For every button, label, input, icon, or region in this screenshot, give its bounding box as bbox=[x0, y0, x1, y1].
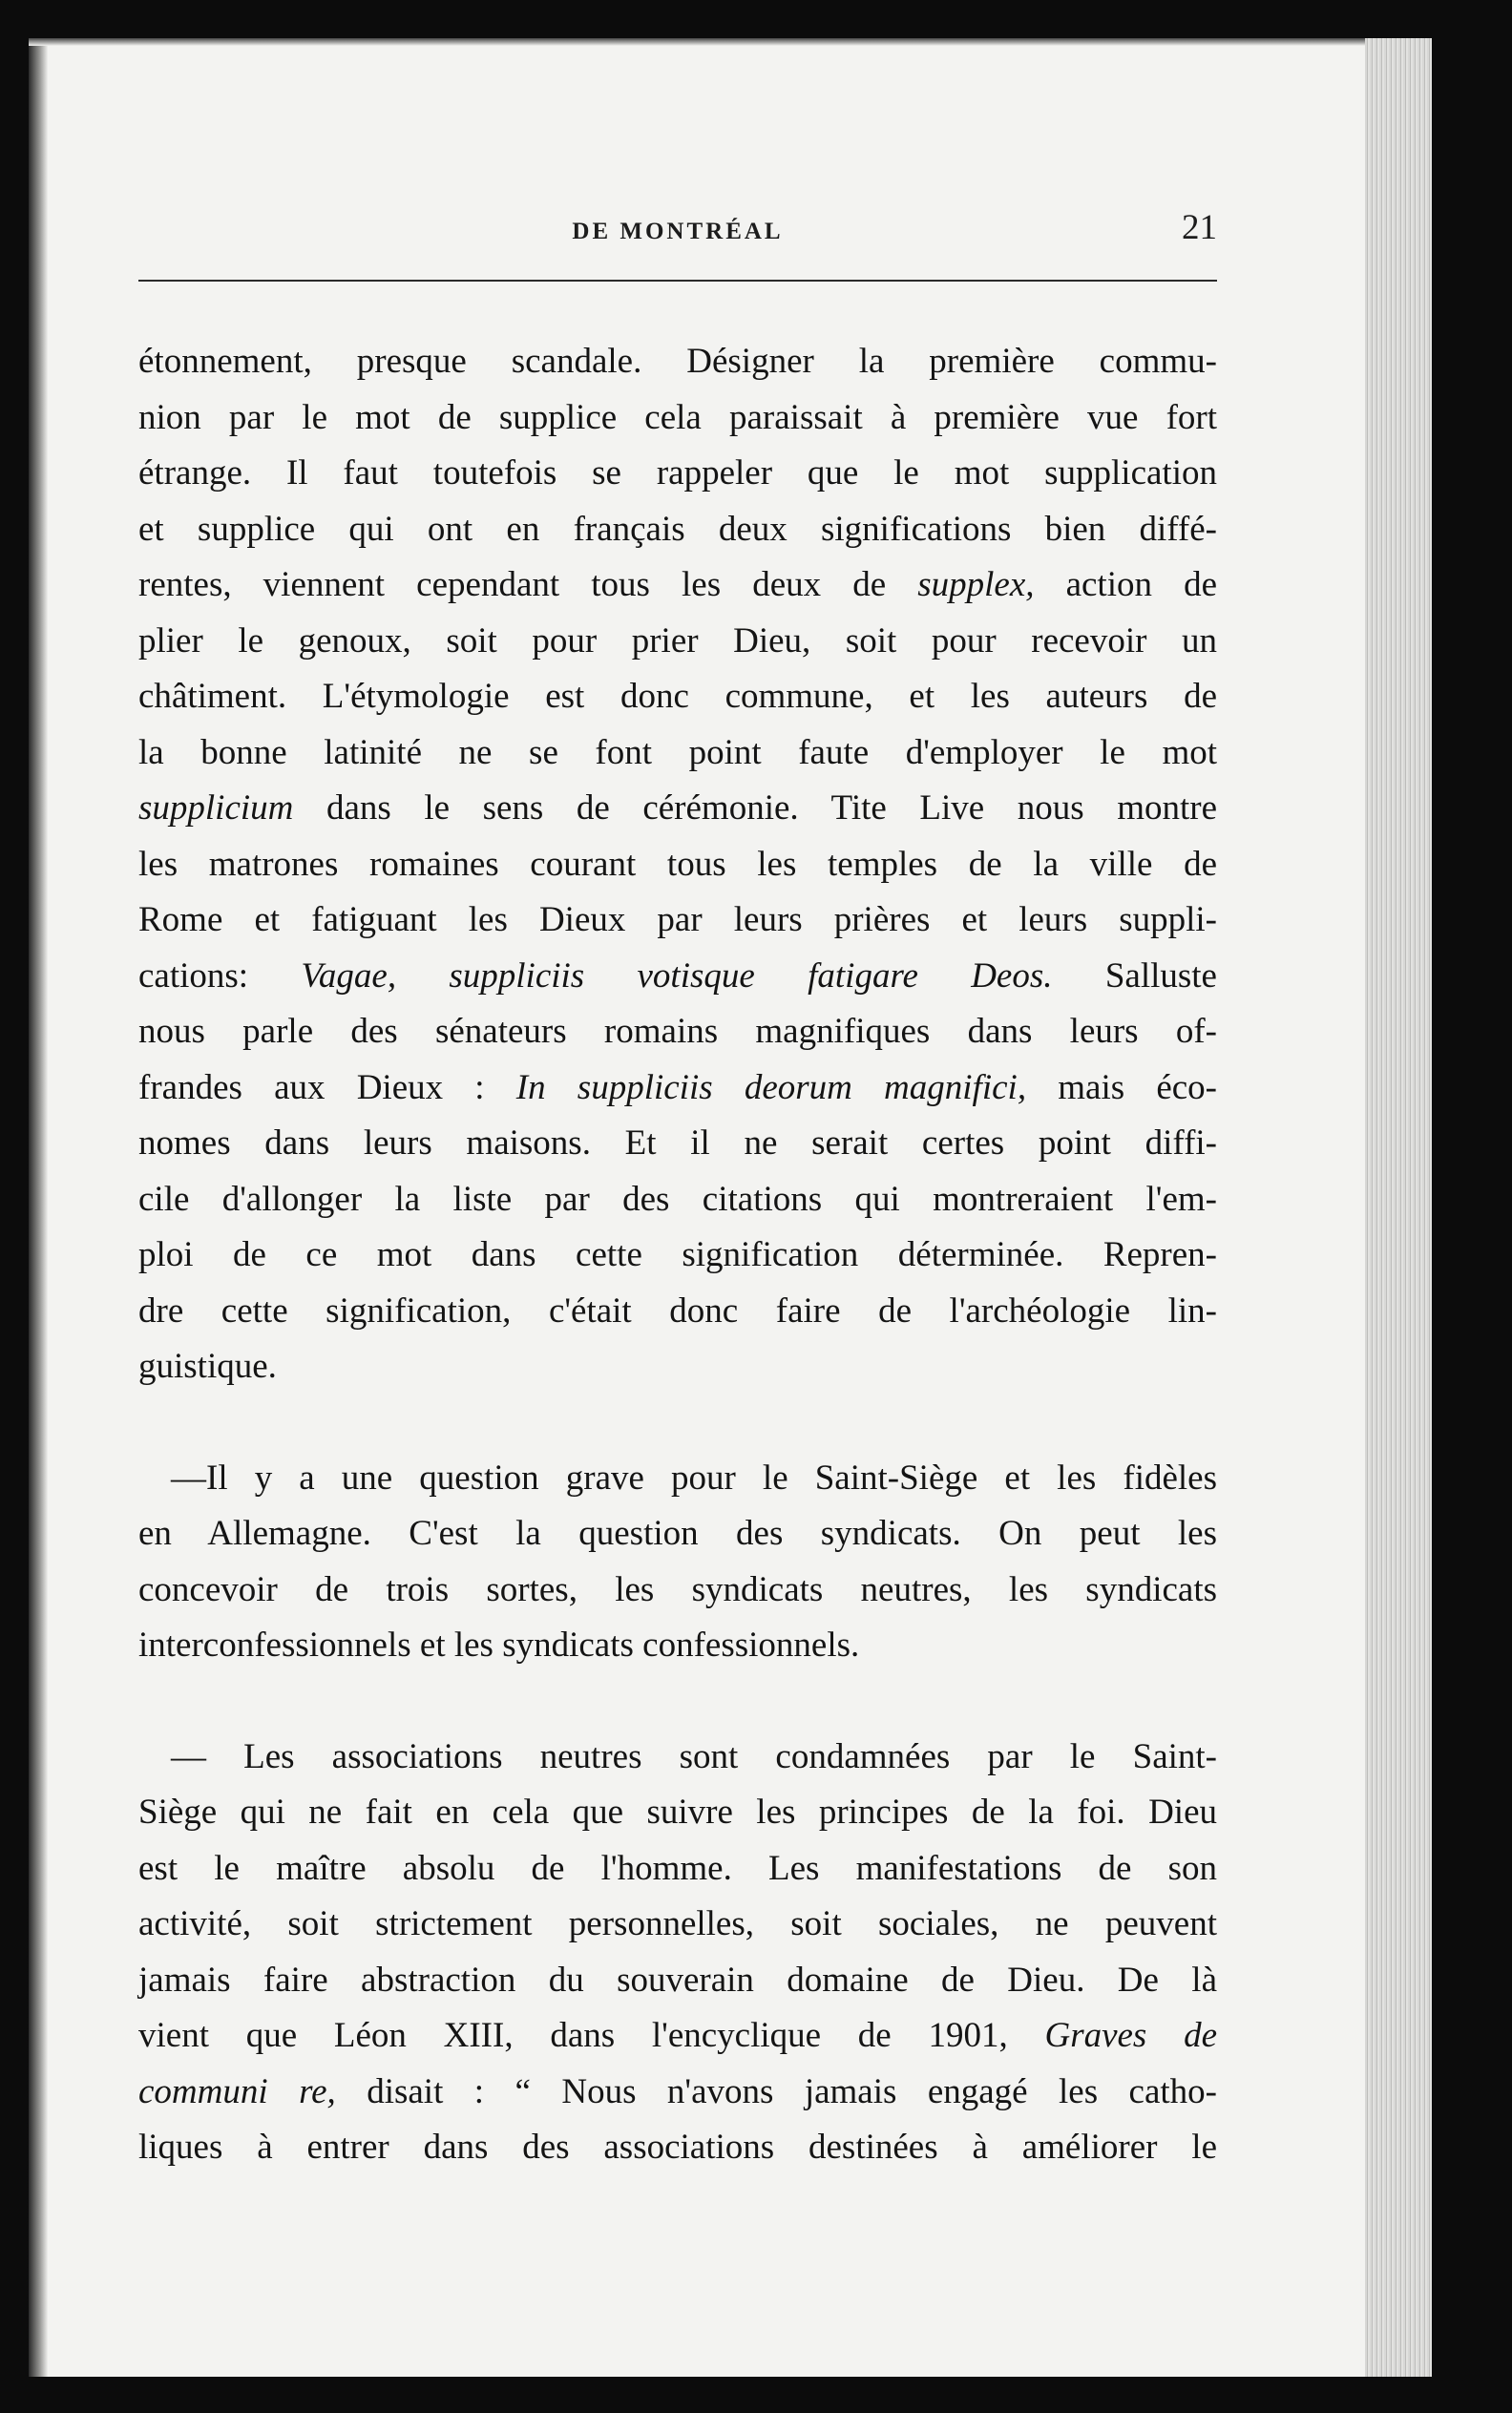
text-line: nion par le mot de supplice cela paraissait à première vue fort bbox=[138, 397, 1217, 437]
text-line: concevoir de trois sortes, les syndicats neutres, les syndicats bbox=[138, 1569, 1217, 1609]
text-line: les matrones romaines courant tous les temples de la ville de bbox=[138, 844, 1217, 884]
text-line: Rome et fatiguant les Dieux par leurs prières et leurs suppli- bbox=[138, 900, 1217, 939]
text-line: est le maître absolu de l'homme. Les manifestations de son bbox=[138, 1848, 1217, 1888]
text-line: liques à entrer dans des associations destinées à améliorer le bbox=[138, 2128, 1217, 2167]
running-title: DE MONTRÉAL bbox=[572, 219, 784, 244]
text-line: et supplice qui ont en français deux significations bien diffé- bbox=[138, 509, 1217, 549]
text-line: jamais faire abstraction du souverain domaine de Dieu. De là bbox=[138, 1960, 1217, 2000]
text-line: guistique. bbox=[138, 1347, 277, 1386]
paragraph-3 bbox=[138, 1730, 1217, 2176]
text-line: — Les associations neutres sont condamnées par le Saint- bbox=[171, 1736, 1217, 1776]
paragraph-1 bbox=[138, 334, 1217, 1395]
text-line: la bonne latinité ne se font point faute d'employer le mot bbox=[138, 732, 1217, 772]
text-line: étonnement, presque scandale. Désigner la première commu- bbox=[138, 342, 1217, 381]
header-rule bbox=[138, 280, 1217, 282]
text-line: interconfessionnels et les syndicats confessionnels. bbox=[138, 1626, 860, 1665]
text-line: Siège qui ne fait en cela que suivre les principes de la foi. Dieu bbox=[138, 1793, 1217, 1832]
text-line: dre cette signification, c'était donc faire de l'archéologie lin- bbox=[138, 1290, 1217, 1331]
text-line: frandes aux Dieux : In suppliciis deorum magnifici, mais éco- bbox=[138, 1067, 1218, 1107]
top-edge-shadow bbox=[29, 38, 1432, 46]
page-number: 21 bbox=[1182, 208, 1217, 247]
paragraph-2 bbox=[138, 1451, 1217, 1674]
paragraph-gap bbox=[138, 1395, 1217, 1451]
page-header bbox=[138, 177, 1217, 262]
text-line: nous parle des sénateurs romains magnifiques dans leurs of- bbox=[138, 1012, 1217, 1051]
body-text bbox=[138, 334, 1217, 2176]
page-stack-edge bbox=[1365, 38, 1432, 2377]
paragraph-gap bbox=[138, 1674, 1217, 1730]
text-line: supplicium dans le sens de cérémonie. Tite Live nous montre bbox=[138, 788, 1217, 828]
text-line: ploi de ce mot dans cette signification déterminée. Repren- bbox=[138, 1235, 1217, 1274]
page-gutter-shadow bbox=[29, 38, 48, 2377]
text-line: vient que Léon XIII, dans l'encyclique de 1901, Graves de bbox=[138, 2016, 1217, 2055]
text-line: en Allemagne. C'est la question des syndicats. On peut les bbox=[138, 1514, 1217, 1553]
text-line: nomes dans leurs maisons. Et il ne serait certes point diffi- bbox=[138, 1123, 1217, 1163]
text-line: rentes, viennent cependant tous les deux de supplex, action de bbox=[138, 565, 1218, 604]
text-line: plier le genoux, soit pour prier Dieu, soit pour recevoir un bbox=[138, 620, 1217, 661]
text-line: étrange. Il faut toutefois se rappeler que le mot supplication bbox=[138, 453, 1217, 493]
text-line: communi re, disait : “ Nous n'avons jamais engagé les catho- bbox=[138, 2071, 1218, 2111]
text-line: cations: Vagae, suppliciis votisque fatigare Deos. Salluste bbox=[138, 955, 1217, 996]
text-line: châtiment. L'étymologie est donc commune, et les auteurs de bbox=[138, 677, 1217, 716]
text-line: —Il y a une question grave pour le Saint-Siège et les fidèles bbox=[171, 1458, 1217, 1498]
text-line: cile d'allonger la liste par des citations qui montreraient l'em- bbox=[138, 1179, 1217, 1219]
text-line: activité, soit strictement personnelles, soit sociales, ne peuvent bbox=[138, 1904, 1217, 1943]
